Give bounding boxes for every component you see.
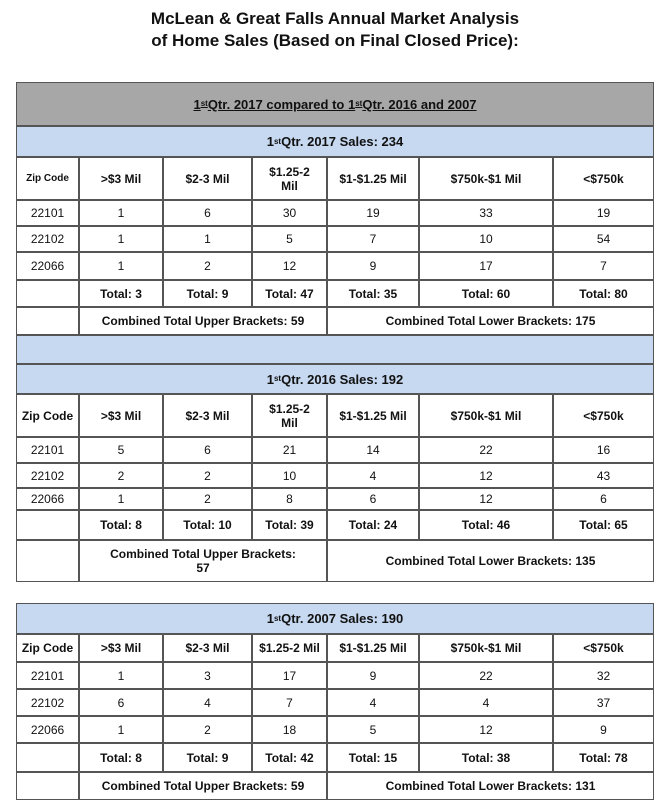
zip-code-value: 22102 — [30, 695, 65, 710]
cell-value: 2 — [117, 468, 125, 483]
totals-blank-cell — [16, 280, 79, 307]
cell-value: 33 — [479, 206, 493, 220]
cell-value: 2 — [204, 468, 211, 483]
column-header-label: >$3 Mil — [100, 641, 142, 655]
cell-value: 1 — [117, 668, 125, 683]
zip-code-cell — [16, 252, 79, 280]
table-cell — [163, 463, 252, 488]
table-cell — [252, 662, 327, 689]
cell-value: 9 — [600, 722, 607, 737]
table-cell — [327, 662, 419, 689]
total-cell — [327, 510, 419, 540]
cell-value: 22 — [479, 668, 493, 683]
totals-blank-cell — [16, 510, 79, 540]
cell-value: 22 — [479, 443, 493, 457]
table-cell — [79, 200, 163, 226]
cell-value: 17 — [479, 259, 493, 273]
zip-code-value: 22101 — [30, 668, 65, 683]
table-cell — [79, 689, 163, 716]
total-value: Total: 65 — [579, 518, 628, 532]
column-header — [327, 394, 419, 437]
table-cell — [163, 716, 252, 743]
total-value: Total: 60 — [461, 286, 511, 301]
combined-lower-value: Combined Total Lower Brackets: 135 — [385, 554, 596, 568]
column-header — [327, 157, 419, 200]
total-value: Total: 10 — [183, 518, 232, 532]
total-cell — [163, 743, 252, 772]
zip-code-header — [16, 394, 79, 437]
table-cell — [553, 226, 654, 252]
total-cell — [419, 510, 553, 540]
table-cell — [553, 662, 654, 689]
column-header — [419, 394, 553, 437]
cell-value: 4 — [204, 695, 211, 710]
zip-code-header — [16, 157, 79, 200]
heading-post: Qtr. 2016 Sales: 192 — [281, 371, 404, 387]
table-cell — [252, 689, 327, 716]
total-cell — [419, 280, 553, 307]
table-cell — [252, 437, 327, 463]
column-header — [163, 634, 252, 662]
zip-code-cell — [16, 662, 79, 689]
table-cell — [553, 200, 654, 226]
table-cell — [163, 662, 252, 689]
total-cell — [252, 743, 327, 772]
cell-value: 7 — [286, 695, 293, 710]
cell-value: 3 — [204, 668, 211, 683]
column-header — [79, 634, 163, 662]
table-cell — [553, 252, 654, 280]
zip-code-header — [16, 634, 79, 662]
cell-value: 17 — [282, 668, 297, 683]
combined-blank-cell — [16, 307, 79, 335]
column-header-line2: Mil — [281, 415, 298, 430]
total-cell — [553, 280, 654, 307]
cell-value: 32 — [596, 668, 611, 683]
table-cell — [419, 200, 553, 226]
column-header-label: <$750k — [583, 641, 624, 655]
column-header — [419, 157, 553, 200]
table-cell — [553, 716, 654, 743]
total-cell — [163, 280, 252, 307]
table-cell — [327, 437, 419, 463]
zip-code-cell — [16, 200, 79, 226]
table-cell — [327, 716, 419, 743]
cell-value: 12 — [282, 259, 297, 273]
cell-value: 21 — [282, 443, 297, 457]
total-value: Total: 80 — [579, 286, 628, 301]
cell-value: 7 — [600, 259, 607, 273]
title-line-1: McLean & Great Falls Annual Market Analysis — [150, 9, 520, 28]
zip-code-cell — [16, 437, 79, 463]
combined-upper-cell — [79, 307, 327, 335]
cell-value: 30 — [282, 206, 297, 220]
zip-code-value: 22102 — [30, 232, 65, 246]
heading-pre: 1 — [266, 611, 274, 626]
table-cell — [252, 716, 327, 743]
cell-value: 1 — [117, 206, 125, 220]
table-cell — [327, 200, 419, 226]
cell-value: 7 — [369, 232, 377, 246]
combined-lower-value: Combined Total Lower Brackets: 175 — [385, 314, 596, 328]
cell-value: 5 — [117, 443, 125, 457]
total-cell — [327, 280, 419, 307]
cell-value: 16 — [596, 443, 611, 457]
combined-blank-cell — [16, 540, 79, 582]
cell-value: 19 — [366, 206, 380, 220]
table-cell — [419, 689, 553, 716]
column-header-label: <$750k — [583, 171, 624, 186]
total-cell — [419, 743, 553, 772]
cell-value: 10 — [479, 232, 493, 246]
table-cell — [419, 488, 553, 510]
title-line-2: of Home Sales (Based on Final Closed Price): — [151, 31, 519, 50]
totals-blank-cell — [16, 743, 79, 772]
total-cell — [79, 280, 163, 307]
combined-upper-line2: 57 — [196, 561, 210, 575]
combined-upper-value: Combined Total Upper Brackets: 59 — [101, 314, 305, 328]
cell-value: 10 — [282, 468, 297, 483]
table-cell — [163, 437, 252, 463]
table-cell — [79, 437, 163, 463]
table-cell — [163, 226, 252, 252]
heading-post: Qtr. 2017 Sales: 234 — [281, 134, 404, 149]
total-value: Total: 9 — [186, 286, 229, 301]
table-cell — [327, 488, 419, 510]
column-header-line1: $1.25-2 — [269, 164, 310, 179]
column-header-label: $2-3 Mil — [185, 408, 230, 423]
page-title — [0, 8, 670, 52]
column-header-label: $750k-$1 Mil — [450, 408, 522, 423]
table-cell — [79, 463, 163, 488]
table-cell — [163, 252, 252, 280]
table-cell — [553, 463, 654, 488]
cell-value: 8 — [286, 492, 293, 506]
cell-value: 18 — [282, 722, 297, 737]
zip-code-label: Zip Code — [26, 172, 69, 184]
cell-value: 4 — [369, 695, 377, 710]
table-cell — [419, 662, 553, 689]
zip-code-value: 22101 — [30, 443, 65, 457]
cell-value: 1 — [117, 722, 125, 737]
cell-value: 19 — [596, 206, 611, 220]
table-cell — [252, 252, 327, 280]
heading-pre: 1 — [266, 134, 274, 149]
cell-value: 14 — [366, 443, 380, 457]
column-header-label: >$3 Mil — [100, 408, 142, 423]
table-cell — [252, 226, 327, 252]
table-cell — [553, 488, 654, 510]
zip-code-value: 22066 — [30, 492, 65, 506]
total-value: Total: 39 — [265, 518, 314, 532]
cell-value: 1 — [204, 232, 211, 246]
zip-code-label: Zip Code — [21, 641, 74, 655]
combined-blank-cell — [16, 772, 79, 800]
table-cell — [419, 437, 553, 463]
column-header-label: $2-3 Mil — [185, 641, 230, 655]
cell-value: 5 — [369, 722, 377, 737]
cell-value: 54 — [596, 232, 611, 246]
table-cell — [252, 200, 327, 226]
cell-value: 2 — [204, 722, 211, 737]
combined-lower-cell — [327, 307, 654, 335]
total-cell — [79, 510, 163, 540]
column-header-label: >$3 Mil — [100, 171, 142, 186]
table-cell — [553, 437, 654, 463]
banner-text-mid: Qtr. 2017 compared to 1 — [207, 96, 356, 112]
column-header-label: $2-3 Mil — [185, 171, 230, 186]
table-cell — [419, 716, 553, 743]
zip-code-value: 22066 — [30, 722, 65, 737]
column-header — [163, 157, 252, 200]
section-spacer — [16, 335, 654, 364]
table-cell — [327, 689, 419, 716]
column-header — [327, 634, 419, 662]
combined-upper-cell — [79, 772, 327, 800]
combined-lower-value: Combined Total Lower Brackets: 131 — [385, 779, 596, 793]
column-header-label: $750k-$1 Mil — [450, 171, 522, 186]
cell-value: 1 — [117, 232, 125, 246]
total-cell — [252, 280, 327, 307]
cell-value: 43 — [596, 468, 611, 483]
total-value: Total: 8 — [100, 518, 142, 532]
table-cell — [163, 689, 252, 716]
total-value: Total: 15 — [348, 750, 398, 765]
cell-value: 9 — [369, 668, 377, 683]
banner-text-pre: 1 — [193, 96, 201, 112]
cell-value: 2 — [204, 492, 211, 506]
cell-value: 5 — [286, 232, 293, 246]
table-cell — [163, 488, 252, 510]
total-value: Total: 9 — [186, 750, 229, 765]
column-header — [419, 634, 553, 662]
zip-code-cell — [16, 488, 79, 510]
table-cell — [79, 226, 163, 252]
cell-value: 4 — [482, 695, 490, 710]
banner-text-post: Qtr. 2016 and 2007 — [362, 96, 477, 112]
column-header — [252, 634, 327, 662]
total-value: Total: 38 — [461, 750, 511, 765]
zip-code-label: Zip Code — [21, 408, 74, 423]
cell-value: 12 — [479, 492, 493, 506]
table-cell — [327, 252, 419, 280]
cell-value: 6 — [600, 492, 607, 506]
table-cell — [419, 252, 553, 280]
cell-value: 12 — [479, 468, 493, 483]
total-cell — [252, 510, 327, 540]
cell-value: 6 — [204, 443, 211, 457]
table-cell — [79, 488, 163, 510]
column-header — [79, 394, 163, 437]
table-cell — [327, 463, 419, 488]
column-header — [252, 394, 327, 437]
table-cell — [252, 488, 327, 510]
total-value: Total: 3 — [100, 286, 142, 301]
cell-value: 37 — [596, 695, 611, 710]
total-value: Total: 78 — [579, 750, 628, 765]
zip-code-cell — [16, 689, 79, 716]
cell-value: 6 — [369, 492, 377, 506]
total-value: Total: 8 — [100, 750, 142, 765]
table-cell — [79, 662, 163, 689]
table-cell — [327, 226, 419, 252]
total-cell — [553, 743, 654, 772]
cell-value: 1 — [117, 492, 125, 506]
column-header-label: $750k-$1 Mil — [450, 641, 522, 655]
column-header-line2: Mil — [281, 178, 298, 193]
heading-post: Qtr. 2007 Sales: 190 — [281, 611, 404, 626]
total-value: Total: 35 — [348, 286, 398, 301]
zip-code-cell — [16, 463, 79, 488]
column-header — [553, 634, 654, 662]
combined-lower-cell — [327, 772, 654, 800]
total-cell — [79, 743, 163, 772]
zip-code-cell — [16, 226, 79, 252]
total-value: Total: 47 — [265, 286, 314, 301]
total-value: Total: 46 — [461, 518, 511, 532]
table-cell — [79, 716, 163, 743]
combined-lower-cell — [327, 540, 654, 582]
section-heading: 1 st Qtr. 2017 Sales: 234 — [16, 126, 654, 157]
cell-value: 12 — [479, 722, 493, 737]
column-header-label: $1-$1.25 Mil — [339, 408, 407, 423]
column-header-label: $1-$1.25 Mil — [339, 641, 407, 655]
table-cell — [252, 463, 327, 488]
section-heading: 1 st Qtr. 2016 Sales: 192 — [16, 364, 654, 394]
column-header — [79, 157, 163, 200]
comparison-banner: 1 st Qtr. 2017 compared to 1 st Qtr. 2016 and 2007 — [16, 82, 654, 126]
zip-code-value: 22102 — [30, 468, 65, 483]
column-header-label: $1-$1.25 Mil — [339, 171, 407, 186]
table-cell — [553, 689, 654, 716]
zip-code-cell — [16, 716, 79, 743]
column-header-line1: $1.25-2 — [269, 401, 310, 416]
total-value: Total: 24 — [348, 518, 398, 532]
zip-code-value: 22066 — [30, 259, 65, 273]
cell-value: 9 — [369, 259, 377, 273]
total-cell — [553, 510, 654, 540]
column-header — [553, 394, 654, 437]
total-cell — [327, 743, 419, 772]
column-header-label: $1.25-2 Mil — [259, 641, 320, 655]
table-cell — [163, 200, 252, 226]
table-cell — [79, 252, 163, 280]
zip-code-value: 22101 — [30, 206, 65, 220]
section-heading: 1 st Qtr. 2007 Sales: 190 — [16, 603, 654, 634]
table-cell — [419, 226, 553, 252]
combined-upper-value: Combined Total Upper Brackets: 59 — [101, 779, 305, 793]
cell-value: 4 — [369, 468, 377, 483]
cell-value: 2 — [204, 259, 211, 273]
combined-upper-cell — [79, 540, 327, 582]
column-header — [252, 157, 327, 200]
column-header — [553, 157, 654, 200]
table-cell — [419, 463, 553, 488]
cell-value: 6 — [117, 695, 125, 710]
column-header-label: <$750k — [583, 408, 624, 423]
total-cell — [163, 510, 252, 540]
heading-pre: 1 — [266, 371, 274, 387]
cell-value: 6 — [204, 206, 211, 220]
combined-upper-line1: Combined Total Upper Brackets: — [110, 547, 296, 561]
cell-value: 1 — [117, 259, 125, 273]
column-header — [163, 394, 252, 437]
total-value: Total: 42 — [265, 750, 314, 765]
